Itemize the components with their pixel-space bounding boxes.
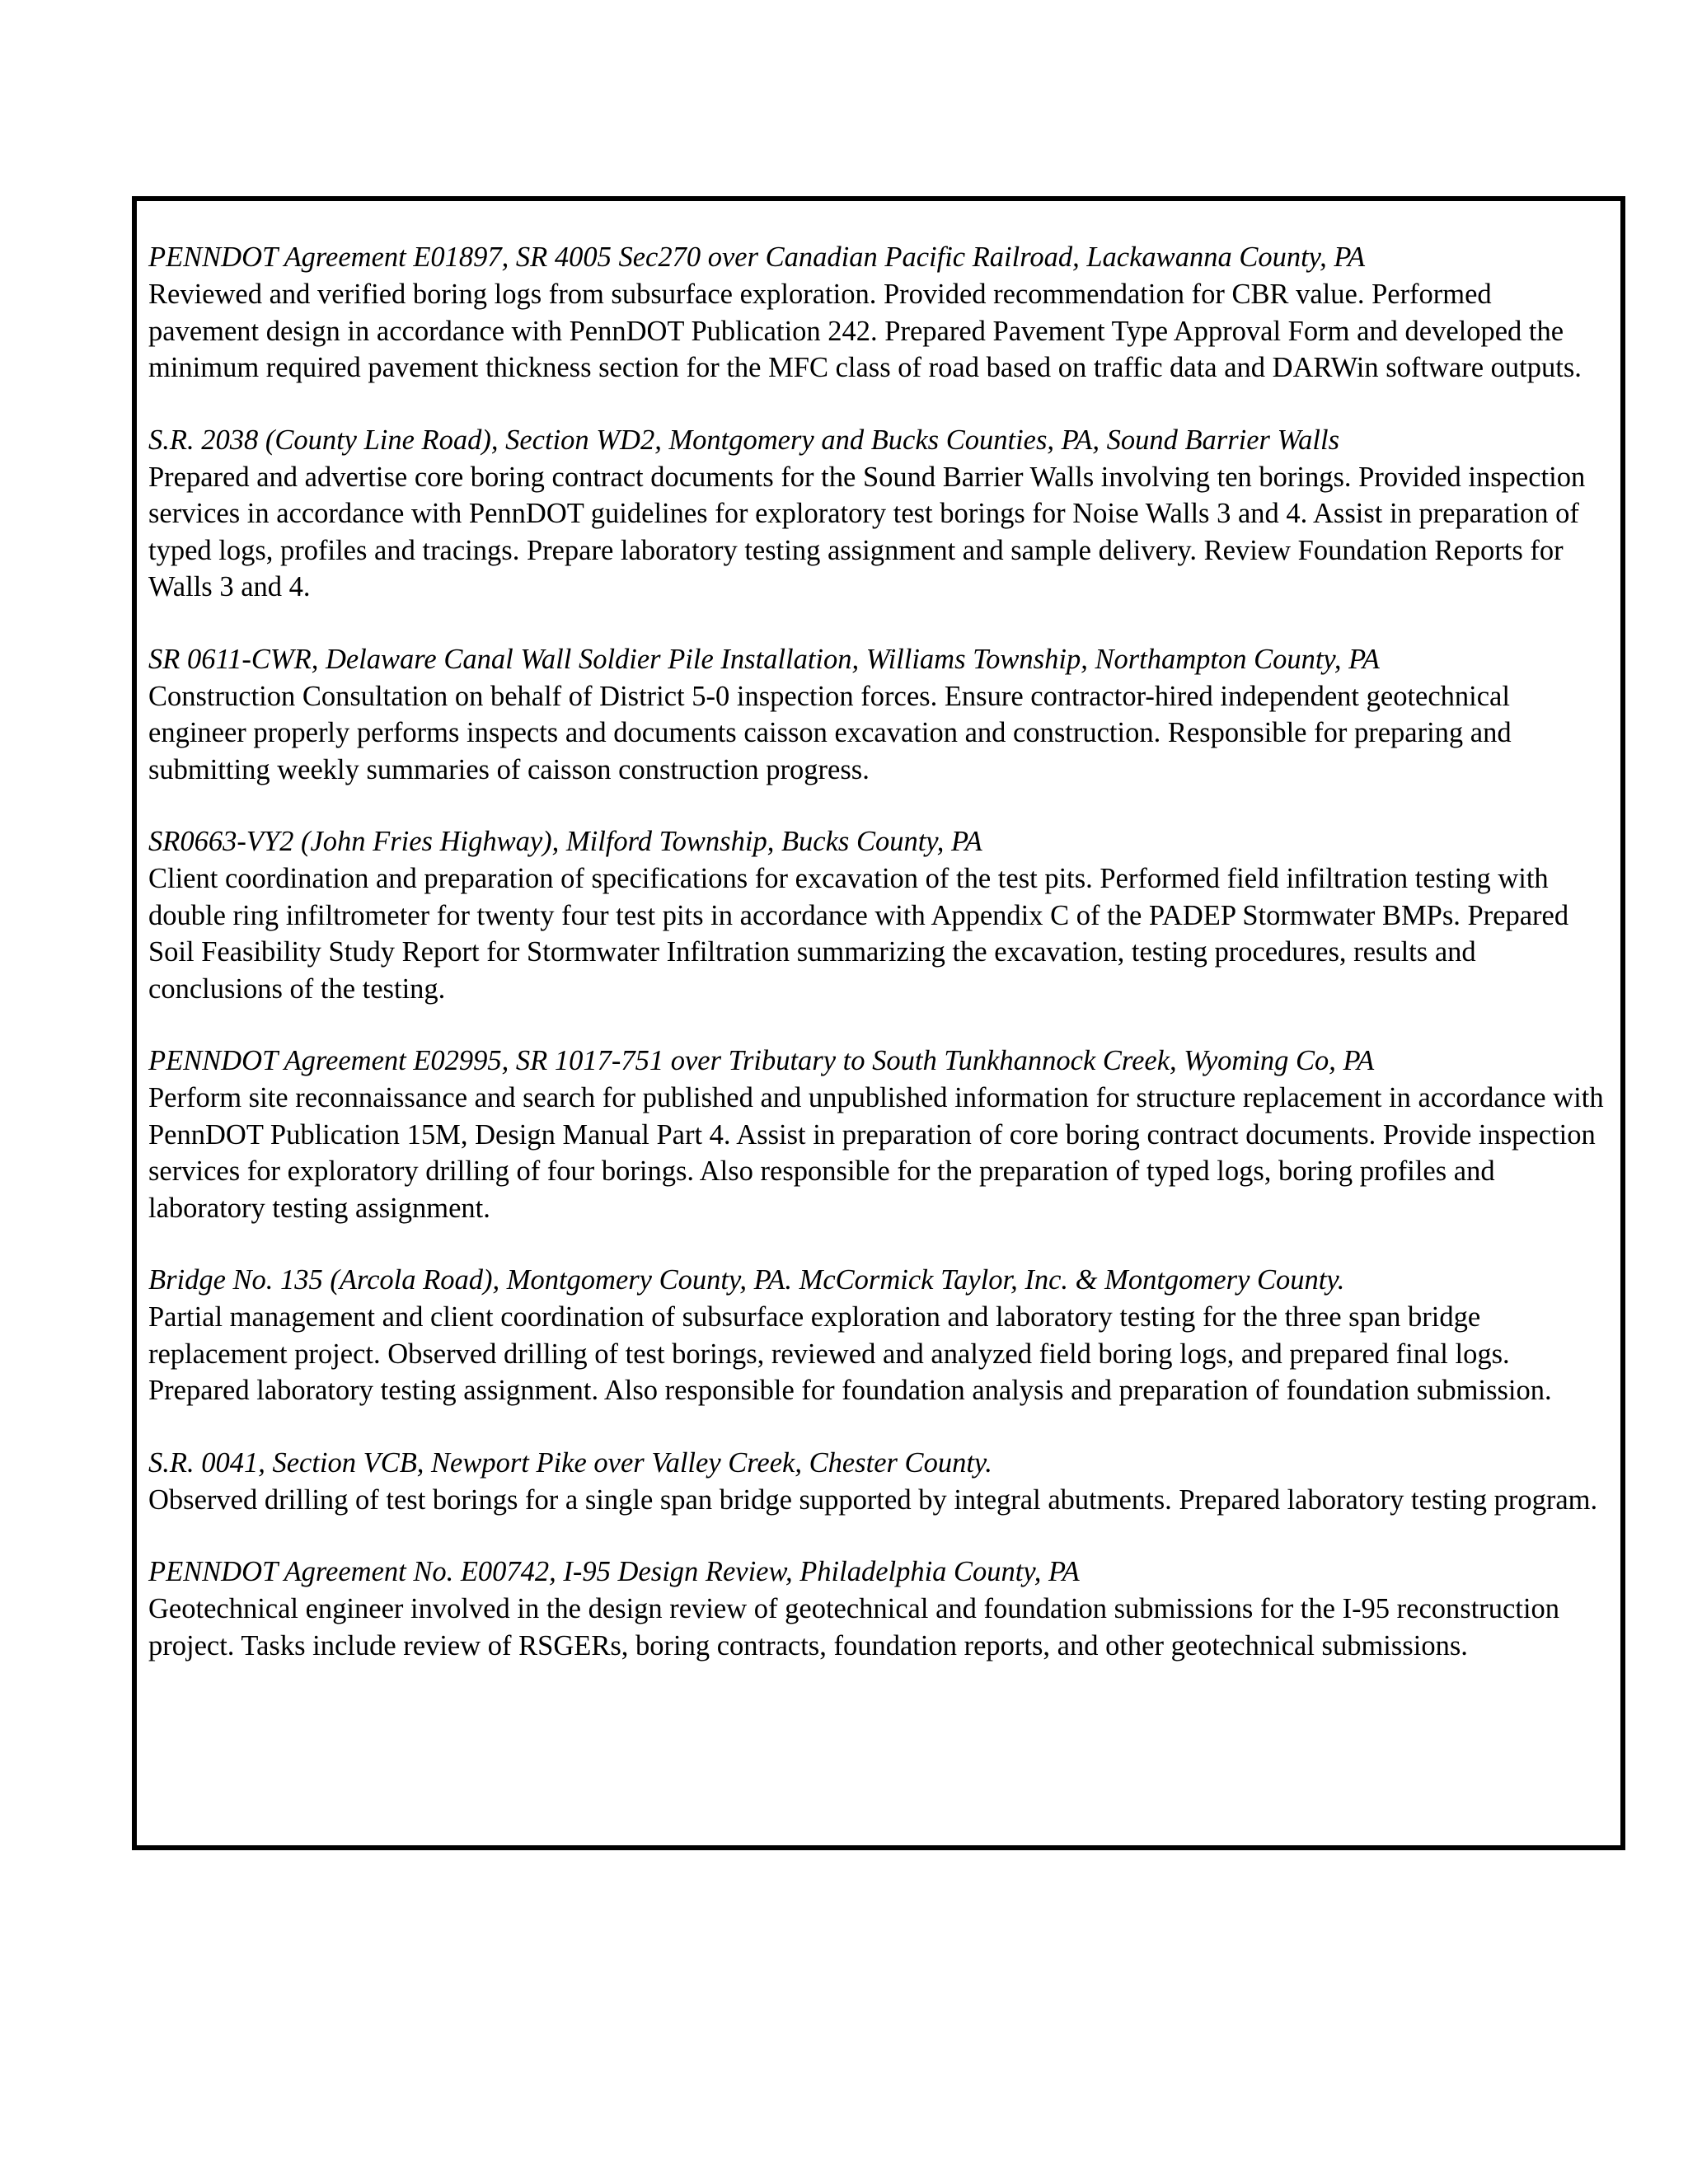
project-title: Bridge No. 135 (Arcola Road), Montgomery County, PA. McCormick Taylor, Inc. & Montgomery County. <box>148 1264 1345 1296</box>
project-entry <box>148 1043 1607 1226</box>
project-description: Partial management and client coordination of subsurface exploration and laboratory testing for the three span bridge replacement project. Observed drilling of test borings, reviewed and analyzed field boring logs, and prepared final logs. Prepared laboratory testing assignment. Also responsible for foundation analysis and preparation of foundation submission. <box>148 1301 1552 1406</box>
project-entry <box>148 1554 1607 1664</box>
project-entry <box>148 1262 1607 1409</box>
project-entry <box>148 641 1607 789</box>
project-description: Prepared and advertise core boring contract documents for the Sound Barrier Walls involving ten borings. Provided inspection services in accordance with PennDOT guidelines for exploratory test borings for Noise Walls 3 and 4. Assist in preparation of typed logs, profiles and tracings. Prepare laboratory testing assignment and sample delivery. Review Foundation Reports for Walls 3 and 4. <box>148 461 1586 602</box>
project-title: PENNDOT Agreement E02995, SR 1017-751 over Tributary to South Tunkhannock Creek, Wyoming Co, PA <box>148 1045 1375 1076</box>
project-title: SR0663-VY2 (John Fries Highway), Milford Township, Bucks County, PA <box>148 826 982 857</box>
project-title: S.R. 0041, Section VCB, Newport Pike over Valley Creek, Chester County. <box>148 1446 992 1479</box>
project-description: Geotechnical engineer involved in the design review of geotechnical and foundation submissions for the I-95 reconstruction project. Tasks include review of RSGERs, boring contracts, foundation reports, and other geotechnical submissions. <box>148 1593 1560 1661</box>
project-title: PENNDOT Agreement No. E00742, I-95 Design Review, Philadelphia County, PA <box>148 1556 1080 1587</box>
project-title: SR 0611-CWR, Delaware Canal Wall Soldier Pile Installation, Williams Township, Northampton County, PA <box>148 643 1380 675</box>
project-description: Reviewed and verified boring logs from subsurface exploration. Provided recommendation for CBR value. Performed pavement design in accordance with PennDOT Publication 242. Prepared Pavement Type Approval Form and developed the minimum required pavement thickness section for the MFC class of road based on traffic data and DARWin software outputs. <box>148 279 1582 383</box>
project-title: PENNDOT Agreement E01897, SR 4005 Sec270 over Canadian Pacific Railroad, Lackawanna County, PA <box>148 241 1366 273</box>
project-entry <box>148 422 1607 606</box>
project-entry <box>148 1445 1607 1519</box>
project-description: Client coordination and preparation of specifications for excavation of the test pits. Performed field infiltration testing with double ring infiltrometer for twenty four test pits in accordance with Appendix C of the PADEP Stormwater BMPs. Prepared Soil Feasibility Study Report for Stormwater Infiltration summarizing the excavation, testing procedures, results and conclusions of the testing. <box>148 863 1569 1005</box>
project-description: Perform site reconnaissance and search for published and unpublished information for structure replacement in accordance with PennDOT Publication 15M, Design Manual Part 4. Assist in preparation of core boring contract documents. Provide inspection services for exploratory drilling of four borings. Also responsible for the preparation of typed logs, boring profiles and laboratory testing assignment. <box>148 1082 1604 1224</box>
project-list <box>148 239 1607 1699</box>
project-description: Observed drilling of test borings for a single span bridge supported by integral abutments. Prepared laboratory testing program. <box>148 1483 1598 1516</box>
project-entry <box>148 239 1607 387</box>
project-entry <box>148 823 1607 1007</box>
project-title: S.R. 2038 (County Line Road), Section WD2, Montgomery and Bucks Counties, PA, Sound Barrier Walls <box>148 424 1340 456</box>
project-description: Construction Consultation on behalf of District 5-0 inspection forces. Ensure contractor-hired independent geotechnical engineer properly performs inspects and documents caisson excavation and construction. Responsible for preparing and submitting weekly summaries of caisson construction progress. <box>148 680 1512 785</box>
